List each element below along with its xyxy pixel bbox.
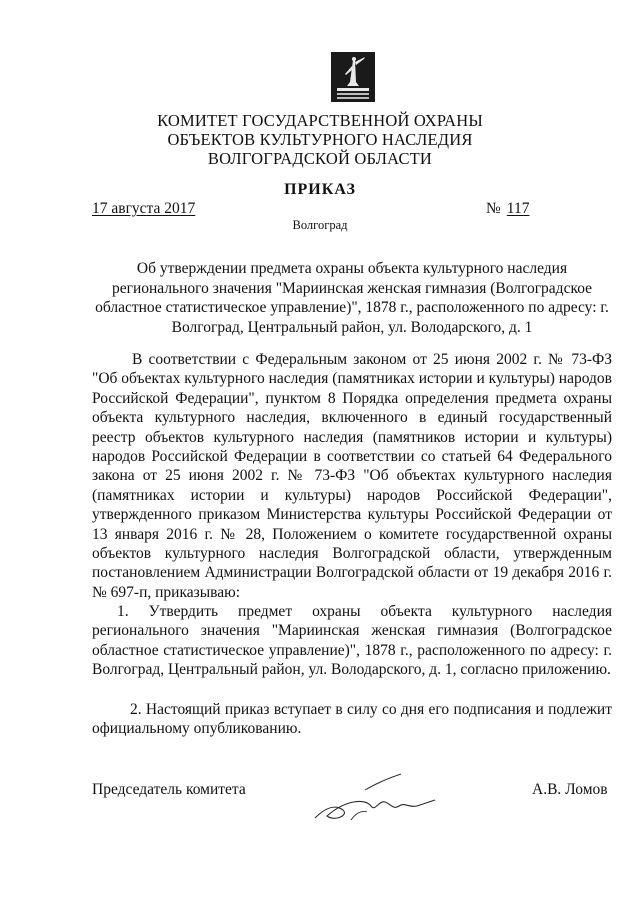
- order-date: 17 августа 2017: [92, 200, 196, 217]
- order-subject: Об утверждении предмета охраны объекта культурного наследия регионального значения "Мариинская женская гимназия (Волгоградское областное статистическое управление)", 1878 г., расположенного по адресу: г. Волгоград, Центральный район, ул. Володарского, д. 1: [95, 260, 609, 336]
- org-name-line-2: ОБЪЕКТОВ КУЛЬТУРНОГО НАСЛЕДИЯ: [167, 130, 473, 149]
- org-name-line-1: КОМИТЕТ ГОСУДАРСТВЕННОЙ ОХРАНЫ: [157, 111, 483, 130]
- number-value: 117: [506, 200, 530, 217]
- order-number: [486, 200, 529, 218]
- preamble-paragraph: В соответствии с Федеральным законом от 25 июня 2002 г. № 73-ФЗ "Об объектах культурного наследия (памятниках истории и культуры) народов Российской Федерации", пунктом 8 Порядка определения предмета охраны объекта культурного наследия, включенного в единый государственный реестр объектов культурного наследия (памятников истории и культуры) народов Российской Федерации в соответствии со статьей 64 Федерального закона от 25 июня 2002 г. № 73-ФЗ "Об объектах культурного наследия (памятниках истории и культуры) народов Российской Федерации", утвержденного приказом Министерства культуры Российской Федерации от 13 января 2016 г. № 28, Положением о комитете государственной охраны объектов культурного наследия Волгоградской области, утвержденным постановлением Администрации Волгоградской области от 19 декабря 2016 г. № 697-п, приказываю:: [92, 351, 612, 601]
- clause-1-paragraph: 1. Утвердить предмет охраны объекта культурного наследия регионального значения "Мариинская женская гимназия (Волгоградское областное статистическое управление)", 1878 г., расположенного по адресу: г. Волгоград, Центральный район, ул. Володарского, д. 1, согласно приложению.: [92, 603, 612, 679]
- clause-2-paragraph: 2. Настоящий приказ вступает в силу со дня его подписания и подлежит официальному опубликованию.: [92, 701, 612, 738]
- city-label: Волгоград: [292, 218, 348, 232]
- signer-name: А.В. Ломов: [532, 781, 608, 798]
- document-title: ПРИКАЗ: [284, 181, 356, 198]
- coat-of-arms-icon: [331, 52, 375, 102]
- handwritten-signature: [305, 770, 445, 835]
- number-sign: №: [486, 200, 501, 217]
- org-name-line-3: ВОЛГОГРАДСКОЙ ОБЛАСТИ: [207, 149, 433, 168]
- signer-position: Председатель комитета: [92, 781, 246, 798]
